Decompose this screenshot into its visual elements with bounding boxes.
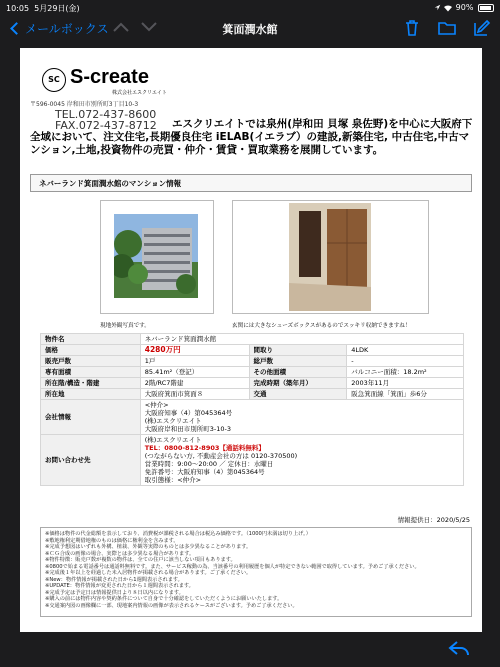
contact-value [140,435,463,486]
spec-label: お問い合わせ先 [41,435,141,486]
note-line: ※UPDATE：物件情報が変更された日から１週間表示されます。 [45,583,194,589]
entrance-shoebox-photo[interactable] [289,203,371,311]
contact-line: (つながらない方, 不動産会社の方は 0120-370500) [144,452,298,460]
next-message-button[interactable] [140,21,158,33]
status-indicators [434,3,494,12]
note-line: ※完成後１年以上を経過した未入居物件が掲載される場合があります。ご了承ください。 [45,570,252,576]
table-row [41,356,464,367]
back-label: メールボックス [25,22,109,36]
price-value: 4280万円 [140,345,249,356]
move-to-folder-button[interactable] [437,18,457,38]
nav-actions [392,18,492,42]
building-exterior-photo[interactable] [114,214,198,298]
spec-label: その他面積 [249,367,347,378]
status-time: 10:05 [6,4,30,13]
compose-icon [472,18,492,38]
exterior-photo-caption: 現地外観写真です。 [100,323,150,329]
spec-label: 所在地 [41,389,141,400]
entrance-photo-frame [232,200,429,314]
note-line: ※ＣＧ合成の画像の場合、実際とは多少異なる場合があります。 [45,550,195,557]
note-line: ※0800で始まる電話番号は通話料無料です。また、サービス稼動の為、当該番号の利用履歴を個人が特定できない範囲で取得しています。予めご了承ください。 [45,563,420,570]
email-body [20,48,482,632]
floor-area-value: 85.41m²（登記） [140,367,249,378]
spec-label: 販売戸数 [41,356,141,367]
table-row [41,378,464,389]
contact-line: 免許番号：大阪府知事（4）第045364号 [144,468,265,476]
entrance-photo-caption: 玄関には大きなシューズボックスがあるのでスッキリ収納できますね！ [232,323,411,329]
disclaimer-notes [40,527,472,617]
back-to-mailboxes-button[interactable] [12,20,109,37]
spec-label: 価格 [41,345,141,356]
tagline-text: エスクリエイトでは泉州(岸和田 貝塚 泉佐野)を中心に大阪府下全域において、注文住宅,長期優良住宅 iELAB(イエラブ）の建設,新築住宅, 中古住宅,中古マンション,土地,投資物件の売買・仲介・賃貸・買取業務を展開しています。 [30,118,473,156]
company-kana: 株式会社エスクリエイト [112,90,167,96]
location-icon [434,4,441,11]
units-for-sale-value: 1戸 [140,356,249,367]
company-name: S-create [70,66,149,88]
company-info-line: 大阪府知事（4）第045364号 [144,409,233,417]
note-line: ※完成予定は予定日は情報提供日より８日以内になります。 [45,589,184,596]
company-info-value [140,400,463,435]
status-bar [0,0,500,16]
company-info-line: 大阪府岸和田市別所町3-10-3 [144,425,231,433]
spec-label: 専有面積 [41,367,141,378]
company-info-line: <仲介> [144,401,169,409]
spec-label: 会社情報 [41,400,141,435]
spec-label: 間取り [249,345,347,356]
location-value: 大阪府箕面市箕面８ [140,389,249,400]
table-row [41,400,464,435]
chevron-left-icon [10,22,23,35]
folder-icon [437,18,457,38]
exterior-photo-frame [100,200,214,314]
completion-date-value: 2003年11月 [347,378,464,389]
contact-line: 取引態様：<仲介> [144,476,202,484]
spec-label: 完成時期（築年月） [249,378,347,389]
company-address: 〒596-0045 岸和田市別所町3丁目10-3 [30,101,139,108]
note-line: ※交通案内図の画像欄に一部、現地案内情報の画像が表示されるケースがございます。予めご了承ください。 [45,602,298,609]
table-row [41,389,464,400]
other-area-value: バルコニー面積：18.2m² [347,367,464,378]
floor-structure-value: 2階/RC7階建 [140,378,249,389]
spec-label: 交通 [249,389,347,400]
table-row [41,367,464,378]
trash-icon [402,18,422,38]
contact-phone-link[interactable]: TEL：0800-812-8903【通話料無料】 [144,444,265,452]
spec-label: 総戸数 [249,356,347,367]
property-spec-table [40,333,464,486]
spec-label: 物件名 [41,334,141,345]
compose-button[interactable] [472,18,492,38]
note-line: ※物件特徴：販売戸数が複数の物件は、全ての住戸に該当しない項目もあります。 [45,557,236,563]
company-fax: FAX.072-437-8712 [55,119,157,132]
message-navigation [112,21,158,36]
table-row [41,435,464,486]
transport-value: 阪急箕面線「箕面」歩6分 [347,389,464,400]
total-units-value: - [347,356,464,367]
property-name-value: ネバーランド箕面潤水館 [140,334,463,345]
battery-percent: 90% [455,3,474,12]
battery-icon [478,4,494,12]
contact-line: 営業時間：9:00〜20:00 ／ 定休日：水曜日 [144,460,274,468]
info-provided-date: 情報提供日：2020/5/25 [397,516,470,524]
spec-label: 所在階/構造・階建 [41,378,141,389]
reply-icon[interactable] [448,640,470,658]
bottom-toolbar [0,636,500,667]
trash-button[interactable] [402,18,422,38]
company-tel: TEL.072-437-8600 [55,108,157,121]
note-line: ※完成予想図はいずれも外構、植栽、外観等実際のものとは多少異なることがあります。 [45,544,252,550]
note-line: ※購入の前には物件内容や契約条件について自身で十分確認をしていただくようにお願いいたします。 [45,596,283,602]
nav-title: 箕面潤水館 [222,23,278,36]
mail-nav-bar [0,16,500,40]
table-row [41,334,464,345]
note-line: ※価格は物件の代金総額を表示しており、消費税が課税される場合は税込み価格です。（1000円未満は切り上げ。） [45,531,311,537]
section-header [30,174,472,192]
contact-company: (株)エスクリエイト [144,436,202,444]
previous-message-button[interactable] [112,21,130,33]
note-line: ※New：物件情報が掲載された日から1週間表示されます。 [45,576,183,583]
company-tagline [30,118,478,157]
logo-mark: SC [42,68,66,92]
section-title: ネバーランド箕面潤水館のマンション情報 [39,179,182,188]
wifi-icon [443,4,453,12]
status-time-date [6,3,80,14]
company-info-line: (株)エスクリエイト [144,417,202,425]
layout-value: 4LDK [347,345,464,356]
note-line: ※敷地権利定期借地権のものは価格に権利金を含みます。 [45,537,179,544]
status-date: 5月29日(金) [34,4,80,13]
table-row [41,345,464,356]
